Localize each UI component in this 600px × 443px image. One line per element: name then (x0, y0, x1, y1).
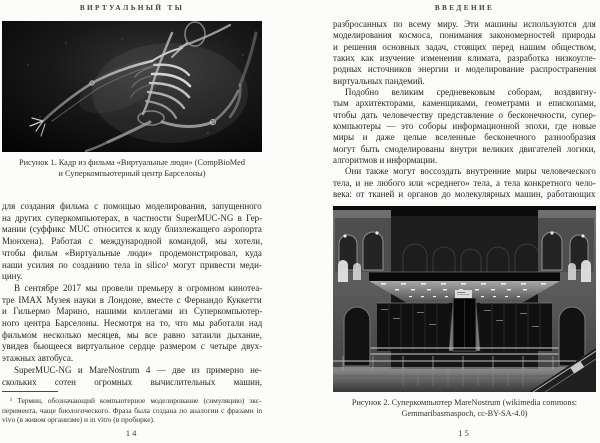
text-line: Рисунок 2. Суперкомпьютер MareNostrum (wikimedia commons: (351, 398, 578, 407)
text-line: цину. (2, 271, 23, 282)
text-line: Gemmaribasmaspoch, cc-BY-SA-4.0) (401, 408, 528, 418)
text-line: для создания фильма с помощью моделирования, запущенного (2, 201, 262, 211)
text-line: В сентябре 2017 мы провели премьеру в огромном кинотеа- (14, 282, 262, 293)
text-line: тым архитекторами, каменщиками, геометрами и епископами, (333, 98, 596, 109)
body-text-left (2, 201, 262, 388)
text-line: тела, и не любого или «среднего» тела, а тела конкретного чело- (333, 177, 596, 188)
text-line: Мюнхена). Работая с международной командой, мы хотели, (2, 236, 262, 247)
text-line: разбросанных по всему миру. Эти машины используются для (333, 19, 596, 29)
figure-2-image (333, 206, 596, 392)
text-line: таких как изучение изменения климата, разработка низкоугле- (333, 53, 596, 64)
text-line: чтобы дать человечеству представление о бесконечности, супер- (333, 109, 596, 120)
paragraph (2, 201, 262, 283)
text-line: и решения основных задач, стоящих перед нашим обществом, (333, 41, 596, 52)
text-line: и Суперкомпьютерный центр Барселоны) (58, 168, 206, 178)
figure-1-image (2, 21, 262, 152)
text-line: скольких сотен огромных вычислительных машин, (2, 376, 262, 387)
paragraph (333, 166, 596, 200)
text-line: Они также могут воссоздать внутренние миры человеческого (345, 166, 596, 177)
page-number-right: 15 (458, 428, 471, 438)
text-line: SuperMUC-NG и MareNostrum 4 — две из примерно не- (14, 364, 262, 375)
text-line: увидев бьющееся виртуальное сердце размером с четыре двух- (2, 341, 262, 352)
right-page (333, 0, 596, 443)
glass-door (453, 290, 476, 351)
text-line: тре IMAX Музея науки в Лондоне, вместе с Фернандо Куккетти (2, 294, 262, 305)
running-header-right: ВВЕДЕНИЕ (434, 4, 495, 12)
figure-2-caption (333, 398, 596, 419)
text-line: моделирования космоса, понимания закономерностей природы (333, 30, 596, 41)
figure-1-caption (2, 158, 262, 179)
glass-box-top-frame (369, 272, 560, 281)
paragraph (333, 19, 596, 87)
text-line: на других суперкомпьютерах, в частности SuperMUC-NG в Гер- (2, 212, 262, 223)
text-line: ¹ Термин, обозначающий компьютерное моделирование (симуляцию) экс- (10, 396, 262, 405)
text-line: алгоритмов и информации. (333, 155, 438, 166)
text-line: наши усилия по созданию тела in silico¹ могут привести меди- (2, 259, 262, 270)
footnote-rule (2, 391, 58, 392)
text-line: ного центра Барселоны. Несмотря на то, что мы работали над (2, 318, 262, 329)
left-page (2, 0, 262, 443)
text-line: vivo (в живом организме) и in vitro (в пробирке). (2, 415, 155, 425)
text-line: компьютеры — это соборы информационной эпохи, где новые (333, 121, 596, 132)
text-line: мании (суффикс MUC относится к коду близлежащего аэропорта (2, 224, 262, 235)
paragraph (2, 365, 262, 388)
text-line: перимента, чаще биологического. Фраза была создана по аналогии с фразами in (2, 405, 262, 415)
text-line: Рисунок 1. Кадр из фильма «Виртуальные люди» (CompBioMed (18, 158, 245, 167)
text-line: виртуальных пандемий. (333, 75, 425, 86)
paragraph (2, 283, 262, 365)
text-line: могут быть смоделированы внутри великих двигателей логики, (333, 143, 596, 154)
footnote (2, 396, 262, 425)
page-number-left: 14 (125, 428, 139, 438)
paragraph (2, 396, 262, 425)
body-text-right (333, 19, 596, 201)
paragraph (333, 87, 596, 166)
running-header-left: ВИРТУАЛЬНЫЙ ТЫ (79, 4, 185, 12)
text-line: родных источников энергии и моделирование распространения (333, 64, 596, 75)
text-line: миры и даже целые вселенные бесконечного разнообразия (333, 132, 596, 143)
text-line: Подобно великим средневековым соборам, воздвигну- (345, 87, 596, 98)
text-line: и Гильермо Марино, нашими коллегами из Суперкомпьютер- (2, 306, 262, 317)
text-line: чтобы фильм «Виртуальные люди» продемонстрировал, куда (2, 247, 262, 258)
text-line: фильмом несколько месяцев, мы все равно затаили дыхание, (2, 329, 262, 340)
text-line: этажных автобуса. (2, 353, 74, 364)
text-line: века: от тканей и органов до молекулярных машин, работающих (333, 189, 596, 200)
